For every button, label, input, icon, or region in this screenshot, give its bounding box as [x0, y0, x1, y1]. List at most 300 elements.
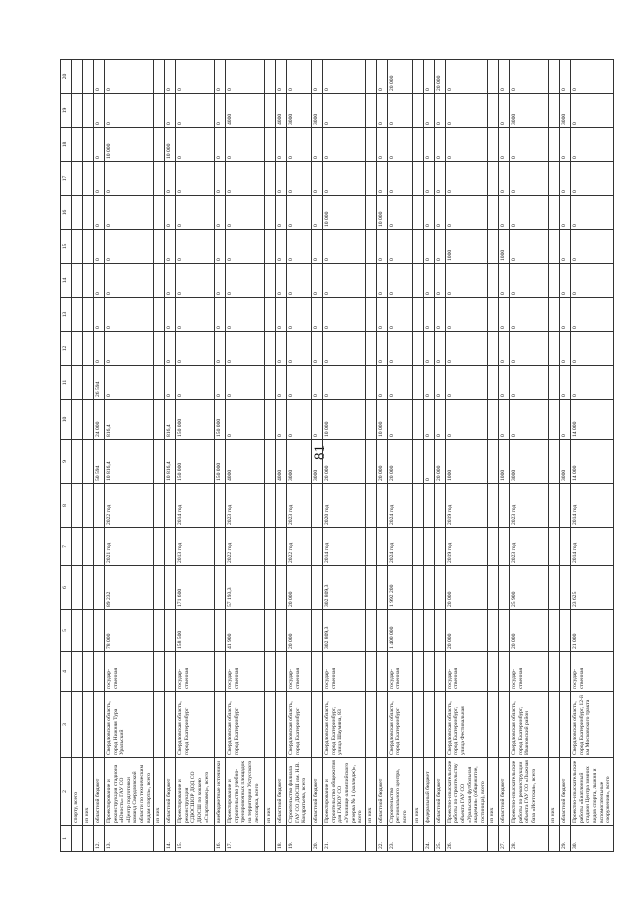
table-cell — [165, 610, 176, 652]
table-row — [499, 60, 510, 852]
table-cell: 0 — [387, 94, 412, 128]
table-cell — [215, 610, 226, 652]
table-cell — [488, 94, 499, 128]
table-cell: 0 — [215, 94, 226, 128]
table-cell: 3000 — [287, 440, 312, 484]
table-cell — [215, 652, 226, 692]
table-row — [376, 60, 387, 852]
table-cell — [549, 128, 560, 162]
table-cell — [83, 826, 94, 852]
table-cell: 2023 год — [287, 484, 312, 528]
table-cell — [412, 298, 423, 332]
table-cell: 1000 — [445, 230, 488, 264]
table-cell — [560, 652, 571, 692]
table-cell: областной бюджет — [312, 758, 323, 826]
table-cell — [165, 528, 176, 566]
table-cell — [423, 484, 434, 528]
table-cell: 0 — [94, 332, 105, 366]
table-cell — [365, 528, 376, 566]
table-cell — [499, 610, 510, 652]
table-cell: 0 — [176, 128, 215, 162]
header-cell: 10 — [61, 400, 72, 440]
table-row — [165, 60, 176, 852]
table-cell: 0 — [510, 196, 549, 230]
table-row — [365, 60, 376, 852]
table-cell — [83, 332, 94, 366]
table-cell: 2022 год — [226, 528, 265, 566]
table-cell: 2020 год — [323, 484, 366, 528]
table-cell: 0 — [560, 366, 571, 400]
table-cell — [423, 528, 434, 566]
table-cell: 18. — [276, 826, 287, 852]
table-cell — [265, 332, 276, 366]
table-cell: 14 000 — [571, 440, 614, 484]
table-cell: 0 — [434, 400, 445, 440]
table-cell — [434, 610, 445, 652]
table-cell — [412, 128, 423, 162]
table-cell: 0 — [387, 366, 412, 400]
table-row — [387, 60, 412, 852]
table-cell: 0 — [571, 230, 614, 264]
table-cell: 2014 год — [571, 528, 614, 566]
table-cell — [365, 484, 376, 528]
table-cell: 0 — [434, 264, 445, 298]
table-cell — [376, 566, 387, 610]
table-cell: 0 — [276, 196, 287, 230]
table-cell: 0 — [510, 366, 549, 400]
table-cell: 0 — [276, 162, 287, 196]
table-cell — [412, 440, 423, 484]
table-cell: 0 — [287, 298, 312, 332]
table-cell: 28. — [510, 826, 549, 852]
table-cell: 0 — [445, 298, 488, 332]
table-cell — [549, 566, 560, 610]
table-cell: 1000 — [499, 230, 510, 264]
table-cell: 0 — [215, 264, 226, 298]
table-cell — [83, 528, 94, 566]
table-cell: 0 — [226, 230, 265, 264]
table-cell: 2022 год — [287, 528, 312, 566]
table-cell: 20 000 — [287, 566, 312, 610]
table-cell — [276, 528, 287, 566]
header-cell: 12 — [61, 332, 72, 366]
table-cell: из них — [488, 758, 499, 826]
table-cell — [72, 692, 83, 758]
table-cell: 26 594 — [94, 366, 105, 400]
table-cell: государ-ственная — [105, 652, 154, 692]
table-row — [549, 60, 560, 852]
table-cell: 0 — [510, 332, 549, 366]
table-cell — [276, 652, 287, 692]
table-cell — [365, 196, 376, 230]
table-cell — [488, 128, 499, 162]
table-cell: областной бюджет — [499, 758, 510, 826]
table-cell: 0 — [387, 128, 412, 162]
table-cell: 0 — [94, 196, 105, 230]
table-cell: 0 — [423, 440, 434, 484]
table-cell: 2024 год — [387, 528, 412, 566]
table-cell: 0 — [226, 60, 265, 94]
table-cell: 0 — [215, 60, 226, 94]
table-cell — [83, 196, 94, 230]
table-cell — [488, 484, 499, 528]
table-cell: 0 — [499, 128, 510, 162]
table-cell: 0 — [165, 298, 176, 332]
table-cell — [265, 826, 276, 852]
table-cell: 1 400 000 — [387, 610, 412, 652]
table-cell — [549, 94, 560, 128]
table-cell — [423, 652, 434, 692]
table-cell — [154, 94, 165, 128]
table-cell: государ-ственная — [323, 652, 366, 692]
table-cell — [499, 528, 510, 566]
table-cell — [154, 264, 165, 298]
table-cell: 29. — [560, 826, 571, 852]
table-cell: 0 — [423, 298, 434, 332]
table-cell: 0 — [423, 60, 434, 94]
table-cell — [560, 610, 571, 652]
table-cell: 0 — [434, 162, 445, 196]
table-cell: 10 816,4 — [165, 440, 176, 484]
table-cell: Свердловская область, город Екатеринбург, 12-й км Московского тракта — [571, 692, 614, 758]
table-cell: 171 600 — [176, 566, 215, 610]
table-cell — [365, 94, 376, 128]
table-row — [434, 60, 445, 852]
table-row — [510, 60, 549, 852]
table-cell: 0 — [434, 230, 445, 264]
table-cell: 2022 год — [105, 484, 154, 528]
table-cell: 3000 — [560, 440, 571, 484]
table-cell — [94, 610, 105, 652]
header-cell: 18 — [61, 128, 72, 162]
table-cell: 0 — [94, 230, 105, 264]
table-cell: 2024 год — [387, 484, 412, 528]
table-cell: 0 — [312, 264, 323, 298]
table-cell: 0 — [312, 366, 323, 400]
table-cell — [72, 298, 83, 332]
table-cell: 20 000 — [445, 610, 488, 652]
table-cell — [154, 692, 165, 758]
header-cell: 5 — [61, 610, 72, 652]
table-cell: 0 — [445, 128, 488, 162]
table-cell: 0 — [226, 332, 265, 366]
table-cell — [499, 652, 510, 692]
table-cell — [72, 230, 83, 264]
table-cell — [488, 196, 499, 230]
table-cell — [549, 60, 560, 94]
table-cell — [72, 162, 83, 196]
table-cell: 0 — [571, 366, 614, 400]
table-cell: 30. — [571, 826, 614, 852]
table-cell: 0 — [387, 230, 412, 264]
table-cell: 0 — [287, 264, 312, 298]
table-cell: Свердловская область, город Екатеринбург — [226, 692, 265, 758]
table-cell: 0 — [176, 298, 215, 332]
document-frame — [60, 60, 612, 852]
table-cell — [549, 652, 560, 692]
table-cell — [499, 692, 510, 758]
table-cell: 14. — [165, 826, 176, 852]
table-cell: государ-ственная — [510, 652, 549, 692]
table-cell — [276, 610, 287, 652]
table-cell — [412, 332, 423, 366]
table-cell — [94, 484, 105, 528]
table-cell: 0 — [287, 332, 312, 366]
table-cell: 0 — [434, 196, 445, 230]
table-cell — [265, 298, 276, 332]
table-cell: 3000 — [287, 94, 312, 128]
header-cell: 14 — [61, 264, 72, 298]
table-cell — [412, 162, 423, 196]
table-cell: 0 — [176, 332, 215, 366]
table-cell — [83, 230, 94, 264]
table-cell: 0 — [499, 400, 510, 440]
table-cell: 0 — [376, 264, 387, 298]
table-cell: 20 000 — [434, 60, 445, 94]
table-cell — [72, 60, 83, 94]
table-cell — [215, 528, 226, 566]
header-cell: 13 — [61, 298, 72, 332]
table-cell: 2023 год — [510, 484, 549, 528]
table-cell: 0 — [94, 94, 105, 128]
table-cell: 0 — [560, 196, 571, 230]
table-cell: 25 900 — [510, 566, 549, 610]
header-cell: 20 — [61, 60, 72, 94]
table-cell: 4000 — [226, 94, 265, 128]
table-cell — [154, 528, 165, 566]
table-cell: 0 — [376, 162, 387, 196]
table-cell — [265, 94, 276, 128]
table-cell: 1000 — [499, 440, 510, 484]
table-cell: 0 — [312, 230, 323, 264]
header-cell: 3 — [61, 692, 72, 758]
table-cell: 0 — [423, 128, 434, 162]
table-cell: 0 — [105, 298, 154, 332]
table-cell: 0 — [276, 400, 287, 440]
table-cell — [165, 652, 176, 692]
table-cell: 20 000 — [387, 60, 412, 94]
table-cell: 0 — [445, 332, 488, 366]
table-cell: 0 — [165, 162, 176, 196]
header-cell: 16 — [61, 196, 72, 230]
table-cell: 0 — [165, 264, 176, 298]
table-cell — [83, 162, 94, 196]
table-cell — [549, 400, 560, 440]
table-row — [412, 60, 423, 852]
table-cell — [365, 366, 376, 400]
table-cell: 302 809,3 — [323, 610, 366, 652]
table-cell — [154, 196, 165, 230]
table-cell — [154, 826, 165, 852]
table-cell: 0 — [215, 162, 226, 196]
table-cell: 20 000 — [434, 440, 445, 484]
table-cell — [549, 440, 560, 484]
table-cell: 0 — [387, 298, 412, 332]
table-cell: 0 — [434, 366, 445, 400]
table-cell: 0 — [510, 298, 549, 332]
table-cell: 0 — [105, 332, 154, 366]
table-cell: 0 — [176, 196, 215, 230]
table-cell — [312, 692, 323, 758]
table-cell — [549, 610, 560, 652]
table-cell — [72, 484, 83, 528]
table-cell: Проектирование и строительство общежития для ГАПОУ СО «Училище олимпийского резерва № 1 (колледж)», всего — [323, 758, 366, 826]
table-cell: 0 — [445, 162, 488, 196]
table-cell — [560, 484, 571, 528]
table-cell — [312, 610, 323, 652]
table-cell — [376, 528, 387, 566]
table-cell: государ-ственная — [226, 652, 265, 692]
table-cell — [265, 264, 276, 298]
table-cell: внебюджетные источники — [215, 758, 226, 826]
table-cell: областной бюджет — [376, 758, 387, 826]
table-cell — [72, 332, 83, 366]
table-cell: 4000 — [276, 94, 287, 128]
table-cell: 0 — [423, 264, 434, 298]
table-cell: Проектно-изыскательские работы по реконструкции объекта ГАУ СО «Лыжная база «Исетская», всего — [510, 758, 549, 826]
table-cell: 0 — [276, 332, 287, 366]
table-cell: 0 — [226, 298, 265, 332]
table-cell — [72, 440, 83, 484]
table-row — [226, 60, 265, 852]
table-cell — [488, 610, 499, 652]
table-cell: 0 — [276, 128, 287, 162]
table-cell: 2023 год — [510, 528, 549, 566]
table-cell — [549, 264, 560, 298]
table-cell: Свердловская область, город Екатеринбург — [387, 692, 412, 758]
table-cell: 0 — [376, 128, 387, 162]
table-cell: 0 — [423, 366, 434, 400]
table-cell: 0 — [571, 94, 614, 128]
table-cell: 0 — [387, 332, 412, 366]
table-cell: 22. — [376, 826, 387, 852]
table-cell: 14 000 — [571, 400, 614, 440]
table-cell: 0 — [276, 366, 287, 400]
page-number-text: 81 — [311, 444, 328, 460]
table-cell: 0 — [445, 196, 488, 230]
table-cell: 20 000 — [323, 440, 366, 484]
table-cell — [412, 484, 423, 528]
table-cell: 0 — [312, 128, 323, 162]
table-cell: 0 — [499, 94, 510, 128]
table-cell — [488, 652, 499, 692]
table-cell: 150 000 — [215, 400, 226, 440]
table-cell: областной бюджет — [276, 758, 287, 826]
table-cell: 20 000 — [376, 440, 387, 484]
header-cell: 8 — [61, 484, 72, 528]
table-cell: 24 000 — [94, 400, 105, 440]
table-row — [265, 60, 276, 852]
table-cell: Проектно-изыскательские работы «Биатлонный стадион Центра зимних видов спорта, лыжня и вспомогательные сооружения», всего — [571, 758, 614, 826]
table-cell: 0 — [387, 400, 412, 440]
table-cell — [560, 566, 571, 610]
table-cell — [154, 332, 165, 366]
table-cell: 1 992 200 — [387, 566, 412, 610]
table-cell — [72, 366, 83, 400]
table-cell — [265, 128, 276, 162]
table-cell: 0 — [165, 366, 176, 400]
table-cell: 0 — [510, 128, 549, 162]
table-cell: 0 — [165, 332, 176, 366]
table-cell — [154, 162, 165, 196]
table-cell — [83, 484, 94, 528]
table-row — [571, 60, 614, 852]
table-cell — [265, 652, 276, 692]
table-cell — [423, 610, 434, 652]
table-row — [176, 60, 215, 852]
table-cell: 10 000 — [323, 400, 366, 440]
table-cell — [365, 128, 376, 162]
table-cell — [83, 264, 94, 298]
table-cell: спорту, всего — [72, 758, 83, 826]
header-cell: 4 — [61, 652, 72, 692]
table-cell — [488, 366, 499, 400]
table-cell — [154, 366, 165, 400]
table-cell: Проектирование и реконструкция СДЮСШОР ДОД СО ДЮСШ по хоккею «Спартаковец», всего — [176, 758, 215, 826]
table-cell: 150 000 — [176, 440, 215, 484]
table-cell — [276, 692, 287, 758]
table-cell: 0 — [510, 230, 549, 264]
table-cell — [549, 196, 560, 230]
table-cell — [312, 652, 323, 692]
table-cell — [488, 566, 499, 610]
header-cell: 15 — [61, 230, 72, 264]
table-cell — [434, 566, 445, 610]
table-cell: 0 — [287, 400, 312, 440]
table-cell: 0 — [499, 366, 510, 400]
table-cell — [412, 366, 423, 400]
table-cell: 1000 — [445, 440, 488, 484]
table-cell: 0 — [215, 366, 226, 400]
table-cell: 2014 год — [176, 484, 215, 528]
header-cell: 19 — [61, 94, 72, 128]
table-cell — [549, 298, 560, 332]
table-cell — [154, 610, 165, 652]
table-cell: 0 — [560, 230, 571, 264]
table-cell — [412, 264, 423, 298]
table-cell — [72, 566, 83, 610]
table-cell: государ-ственная — [387, 652, 412, 692]
table-cell: 0 — [165, 196, 176, 230]
table-cell: 0 — [94, 128, 105, 162]
table-cell — [215, 566, 226, 610]
table-cell: 0 — [376, 60, 387, 94]
table-cell: 0 — [276, 298, 287, 332]
table-cell — [265, 440, 276, 484]
table-cell — [412, 692, 423, 758]
table-cell — [83, 692, 94, 758]
table-cell — [423, 692, 434, 758]
table-cell: 0 — [571, 60, 614, 94]
table-cell — [165, 484, 176, 528]
table-cell — [434, 528, 445, 566]
table-cell: 0 — [226, 264, 265, 298]
table-cell: государ-ственная — [571, 652, 614, 692]
table-cell — [72, 128, 83, 162]
table-cell: 0 — [323, 298, 366, 332]
table-row — [445, 60, 488, 852]
table-cell — [154, 440, 165, 484]
table-cell — [154, 400, 165, 440]
table-cell: 0 — [287, 60, 312, 94]
table-cell: 0 — [312, 162, 323, 196]
table-cell: 2014 год — [323, 528, 366, 566]
table-cell — [549, 484, 560, 528]
header-row — [61, 60, 72, 852]
table-cell — [94, 566, 105, 610]
table-cell — [434, 692, 445, 758]
table-cell: 0 — [323, 264, 366, 298]
